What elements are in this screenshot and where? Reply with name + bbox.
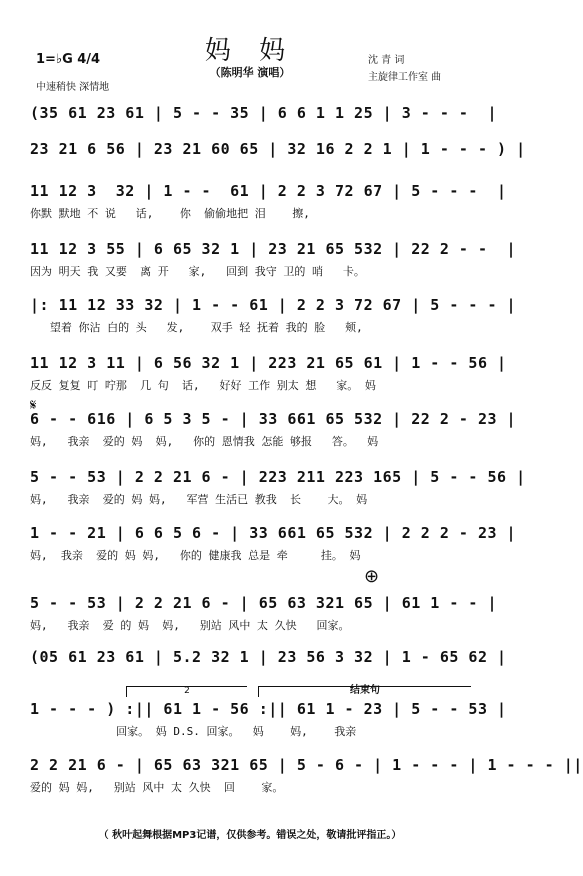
ending-bracket: 结束句 [258, 686, 471, 697]
volta-bracket-2: 2 [126, 686, 247, 697]
notation-line: 6 - - 616 | 6 5 3 5 - | 33 661 65 532 | 22 2 - 23 | [30, 410, 517, 428]
segno-sign: 𝄋 [30, 396, 37, 414]
notation-line: 5 - - 53 | 2 2 21 6 - | 223 211 223 165 | 5 - - 56 | [30, 468, 526, 486]
notation-line: 11 12 3 11 | 6 56 32 1 | 223 21 65 61 | 1 - - 56 | [30, 354, 507, 372]
performer-subtitle: （陈明华 演唱） [209, 66, 291, 79]
lyric-line: 妈, 我亲 爱的 妈 妈, 军营 生活已 教我 长 大。 妈 [30, 493, 368, 506]
credits [368, 52, 441, 86]
composer-credit: 主旋律工作室 曲 [368, 72, 442, 83]
lyric-line: 你默 默地 不 说 话, 你 偷偷地把 泪 擦, [30, 207, 310, 220]
lyric-line: 妈, 我亲 爱的 妈 妈, 你的 健康我 总是 牵 挂。 妈 [30, 549, 361, 562]
notation-line: (05 61 23 61 | 5.2 32 1 | 23 56 3 32 | 1 - 65 62 | [30, 648, 507, 666]
notation-line: 1 - - 21 | 6 6 5 6 - | 33 661 65 532 | 2 2 2 - 23 | [30, 524, 517, 542]
lyric-line: 妈, 我亲 爱 的 妈 妈, 别站 风中 太 久快 回家。 [30, 619, 350, 632]
score-row [30, 410, 517, 472]
key-signature: 1=♭G 4/4 [36, 52, 101, 67]
lyric-line: 妈, 我亲 爱的 妈 妈, 你的 恩情我 怎能 够报 答。 妈 [30, 435, 379, 448]
notation-line: |: 11 12 33 32 | 1 - - 61 | 2 2 3 72 67 | 5 - - - | [30, 296, 517, 314]
notation-line: 11 12 3 55 | 6 65 32 1 | 23 21 65 532 | 22 2 - - | [30, 240, 517, 258]
score-row [30, 182, 507, 244]
lyric-line: 因为 明天 我 又要 离 开 家, 回到 我守 卫的 哨 卡。 [30, 265, 365, 278]
lyric-line: 爱的 妈 妈, 别站 风中 太 久快 回 家。 [30, 781, 284, 794]
score-row [30, 240, 517, 302]
notation-line: 11 12 3 32 | 1 - - 61 | 2 2 3 72 67 | 5 - - - | [30, 182, 507, 200]
footnote: （ 秋叶起舞根据MP3记谱，仅供参考。错误之处，敬请批评指正。） [98, 830, 402, 841]
score-row [30, 468, 526, 530]
notation-line: 1 - - - ) :|| 61 1 - 56 :|| 61 1 - 23 | 5 - - 53 | [30, 700, 507, 718]
tempo-marking: 中速稍快 深情地 [36, 82, 110, 93]
coda-sign: ⊕ [364, 566, 380, 587]
lyricist-credit: 沈 青 词 [368, 55, 405, 66]
score-row [30, 594, 498, 656]
score-row [30, 756, 583, 818]
song-title: 妈 妈 [204, 36, 296, 66]
lyric-line: 反反 复复 叮 咛那 几 句 话, 好好 工作 别太 想 家。 妈 [30, 379, 376, 392]
score-row [30, 296, 517, 358]
score-row [30, 700, 507, 762]
notation-line: 2 2 21 6 - | 65 63 321 65 | 5 - 6 - | 1 - - - | 1 - - - || [30, 756, 583, 774]
score-row [30, 354, 507, 416]
notation-line: 23 21 6 56 | 23 21 60 65 | 32 16 2 2 1 | 1 - - - ) | [30, 140, 526, 158]
notation-line: 5 - - 53 | 2 2 21 6 - | 65 63 321 65 | 61 1 - - | [30, 594, 498, 612]
notation-line: (35 61 23 61 | 5 - - 35 | 6 6 1 1 25 | 3 - - - | [30, 104, 498, 122]
score-row [30, 524, 517, 586]
lyric-line: 回家。 妈 D.S. 回家。 妈 妈, 我亲 [30, 725, 357, 738]
lyric-line: 望着 你沾 白的 头 发, 双手 轻 抚着 我的 脸 颊, [30, 321, 363, 334]
